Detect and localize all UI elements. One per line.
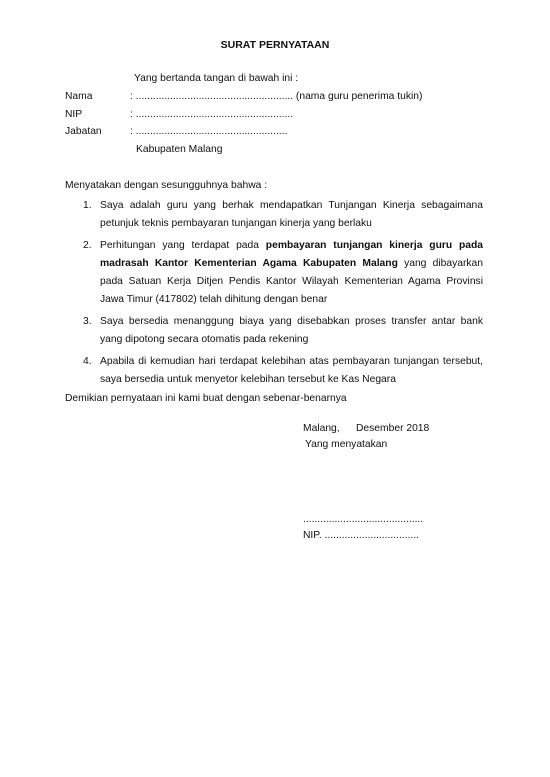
list-item-bold-text: pembayaran tunjangan kinerja guru pada madrasah Kantor Kementerian Agama Kabupaten Malang (100, 240, 483, 269)
field-value-nip: : ....................................................... (130, 109, 294, 120)
list-item-text: Apabila di kemudian hari terdapat kelebihan atas pembayaran tunjangan tersebut, saya bersedia untuk menyetor kelebihan tersebut ke Kas Negara (100, 356, 483, 385)
list-item (83, 353, 483, 389)
field-label-nip: NIP (65, 109, 83, 120)
statement-lead: Menyatakan dengan sesungguhnya bahwa : (65, 180, 268, 191)
field-label-jabatan: Jabatan (65, 126, 102, 137)
intro-text: Yang bertanda tangan di bawah ini : (134, 73, 299, 84)
signature-signer-label: Yang menyatakan (305, 439, 388, 450)
closing-text: Demikian pernyataan ini kami buat dengan sebenar-benarnya (65, 393, 347, 404)
field-value-nama: : ....................................................... (nama guru penerima tukin) (130, 91, 423, 102)
signature-city: Malang, (303, 423, 340, 434)
field-value-jabatan: : ..................................................... (130, 126, 288, 137)
list-item-number: 3. (83, 316, 92, 327)
statement-list (83, 197, 483, 393)
list-item (83, 237, 483, 309)
list-item (83, 313, 483, 349)
unit-text: Kabupaten Malang (136, 144, 223, 155)
signature-name-line: .......................................... (303, 514, 424, 525)
list-item-number: 1. (83, 200, 92, 211)
list-item (83, 197, 483, 233)
list-item-text: Perhitungan yang terdapat pada (100, 240, 266, 251)
field-label-nama: Nama (65, 91, 93, 102)
list-item-number: 4. (83, 356, 92, 367)
list-item-text: Saya adalah guru yang berhak mendapatkan Tunjangan Kinerja sebagaimana petunjuk teknis pembayaran tunjangan kinerja yang berlaku (100, 200, 483, 229)
signature-date: Desember 2018 (356, 423, 430, 434)
list-item-text: Saya bersedia menanggung biaya yang disebabkan proses transfer antar bank yang dipotong secara otomatis pada rekening (100, 316, 483, 345)
signature-nip-line: NIP. ................................. (303, 530, 419, 541)
document-title: SURAT PERNYATAAN (220, 39, 330, 51)
list-item-number: 2. (83, 240, 92, 251)
list-item-text: yang dibayarkan pada Satuan Kerja Ditjen Pendis Kantor Wilayah Kementerian Agama Provinsi Jawa Timur (417802) telah dihitung dengan benar (100, 258, 483, 305)
